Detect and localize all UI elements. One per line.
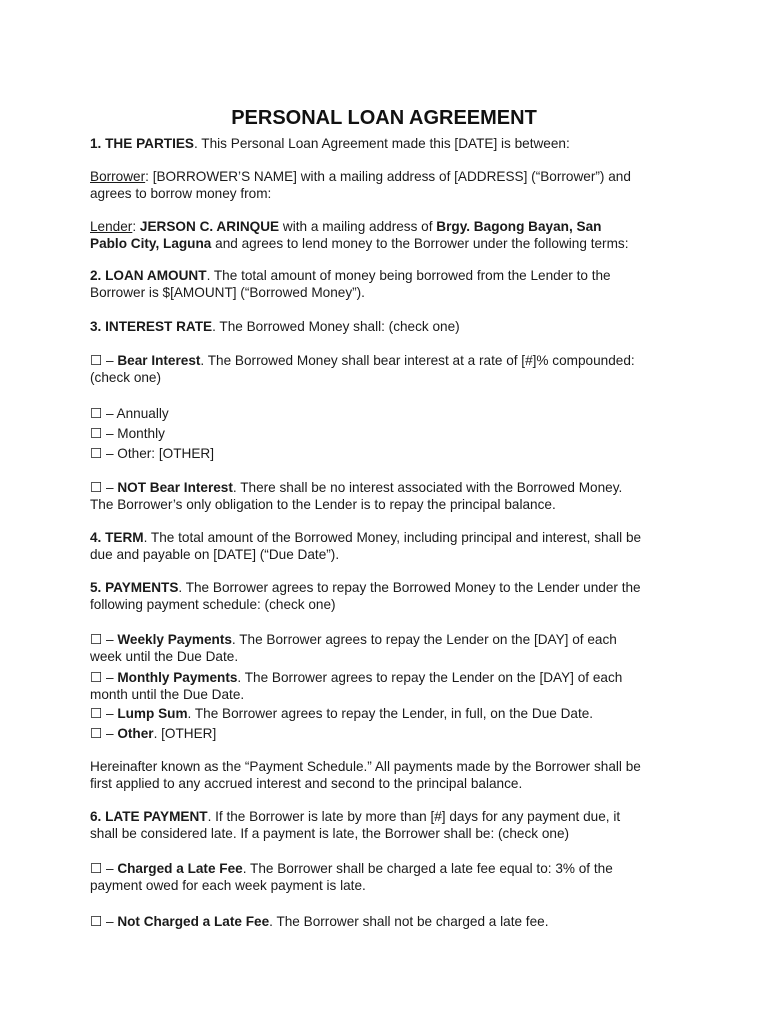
section-interest-rate <box>90 318 690 335</box>
option-weekly-payments <box>90 631 690 666</box>
option-monthly: ☐ – Monthly <box>90 425 165 441</box>
section-text-line2: due and payable on [DATE] (“Due Date”). <box>90 547 340 563</box>
option-other: ☐ – Other: [OTHER] <box>90 445 214 461</box>
option-label: Charged a Late Fee <box>117 861 243 876</box>
option-label: NOT Bear Interest <box>117 480 233 495</box>
checkbox-icon: ☐ – <box>90 670 118 685</box>
section-heading: 5. PAYMENTS <box>90 580 179 595</box>
option-not-bear-interest <box>90 479 690 514</box>
option-text: . The Borrower agrees to repay the Lender on the [DAY] of each <box>231 632 617 647</box>
section-parties <box>90 135 690 152</box>
compound-options <box>90 405 690 462</box>
checkbox-icon: ☐ – <box>90 861 118 876</box>
section-heading: 3. INTEREST RATE <box>90 319 213 334</box>
option-label: Bear Interest <box>117 353 201 368</box>
section-text: . The total amount of the Borrowed Money, including principal and interest, shall be <box>143 530 642 545</box>
option-text-line2: week until the Due Date. <box>90 649 239 665</box>
lender-text: with a mailing address of <box>279 219 437 234</box>
option-text: . There shall be no interest associated with the Borrowed Money. <box>232 480 623 495</box>
option-label: Not Charged a Late Fee <box>117 914 270 929</box>
option-not-charged-late-fee <box>90 913 690 930</box>
lender-address-line2: Pablo City, Laguna <box>90 236 212 252</box>
option-label: Monthly Payments <box>117 670 238 685</box>
lender-paragraph <box>90 218 690 253</box>
note-line1: Hereinafter known as the “Payment Schedule.” All payments made by the Borrower shall be <box>90 759 641 774</box>
section-text: . The total amount of money being borrowed from the Lender to the <box>206 268 611 283</box>
option-other-payment <box>90 725 690 742</box>
section-text: . The Borrower agrees to repay the Borrowed Money to the Lender under the <box>178 580 641 595</box>
checkbox-icon: ☐ – <box>90 914 118 929</box>
checkbox-icon: ☐ – <box>90 726 118 741</box>
section-payments <box>90 579 690 614</box>
borrower-label: Borrower <box>90 169 146 184</box>
option-text: . The Borrowed Money shall bear interest at a rate of [#]% compounded: <box>200 353 635 368</box>
option-text-line2: month until the Due Date. <box>90 687 245 703</box>
option-text: . The Borrower shall not be charged a late fee. <box>269 914 549 929</box>
section-heading: 4. TERM <box>90 530 144 545</box>
section-text-line2: Borrower is $[AMOUNT] (“Borrowed Money”). <box>90 285 365 301</box>
payment-schedule-note <box>90 758 690 793</box>
option-text-line2: The Borrower’s only obligation to the Lender is to repay the principal balance. <box>90 497 556 513</box>
section-heading: 2. LOAN AMOUNT <box>90 268 207 283</box>
option-monthly-payments <box>90 669 690 704</box>
checkbox-icon: ☐ – <box>90 353 118 368</box>
option-lump-sum <box>90 705 690 722</box>
lender-text-line2: and agrees to lend money to the Borrower under the following terms: <box>211 236 629 252</box>
section-text-line2: following payment schedule: (check one) <box>90 597 336 613</box>
section-text: . If the Borrower is late by more than [#] days for any payment due, it <box>207 809 621 824</box>
section-term <box>90 529 690 564</box>
lender-label: Lender <box>90 219 133 234</box>
checkbox-icon: ☐ – <box>90 706 118 721</box>
borrower-text-line2: agrees to borrow money from: <box>90 186 272 202</box>
borrower-paragraph <box>90 168 690 203</box>
section-loan-amount <box>90 267 690 302</box>
lender-name: JERSON C. ARINQUE <box>139 219 280 234</box>
section-text: . This Personal Loan Agreement made this [DATE] is between: <box>193 136 570 151</box>
option-label: Other <box>117 726 154 741</box>
option-label: Weekly Payments <box>117 632 232 647</box>
option-label: Lump Sum <box>117 706 188 721</box>
option-charged-late-fee <box>90 860 690 895</box>
checkbox-icon: ☐ – <box>90 632 118 647</box>
option-text: . The Borrower shall be charged a late fee equal to: 3% of the <box>242 861 613 876</box>
option-annually: ☐ – Annually <box>90 406 169 421</box>
borrower-text: : [BORROWER’S NAME] with a mailing address of [ADDRESS] (“Borrower”) and <box>145 169 631 184</box>
checkbox-icon: ☐ – <box>90 480 118 495</box>
section-text-line2: shall be considered late. If a payment is late, the Borrower shall be: (check one) <box>90 826 570 842</box>
note-line2: first applied to any accrued interest and second to the principal balance. <box>90 776 523 792</box>
option-text: . The Borrower agrees to repay the Lender on the [DAY] of each <box>237 670 623 685</box>
option-text-line2: (check one) <box>90 370 162 386</box>
section-text: . The Borrowed Money shall: (check one) <box>212 319 460 334</box>
lender-separator: : <box>132 219 140 234</box>
option-text: . [OTHER] <box>153 726 217 741</box>
section-heading: 1. THE PARTIES <box>90 136 194 151</box>
section-heading: 6. LATE PAYMENT <box>90 809 208 824</box>
lender-address-line1: Brgy. Bagong Bayan, San <box>436 219 602 234</box>
section-late-payment <box>90 808 690 843</box>
option-bear-interest <box>90 352 690 387</box>
option-text: . The Borrower agrees to repay the Lender, in full, on the Due Date. <box>187 706 594 721</box>
document-title: PERSONAL LOAN AGREEMENT <box>231 107 537 129</box>
option-text-line2: payment owed for each week payment is late. <box>90 878 366 894</box>
